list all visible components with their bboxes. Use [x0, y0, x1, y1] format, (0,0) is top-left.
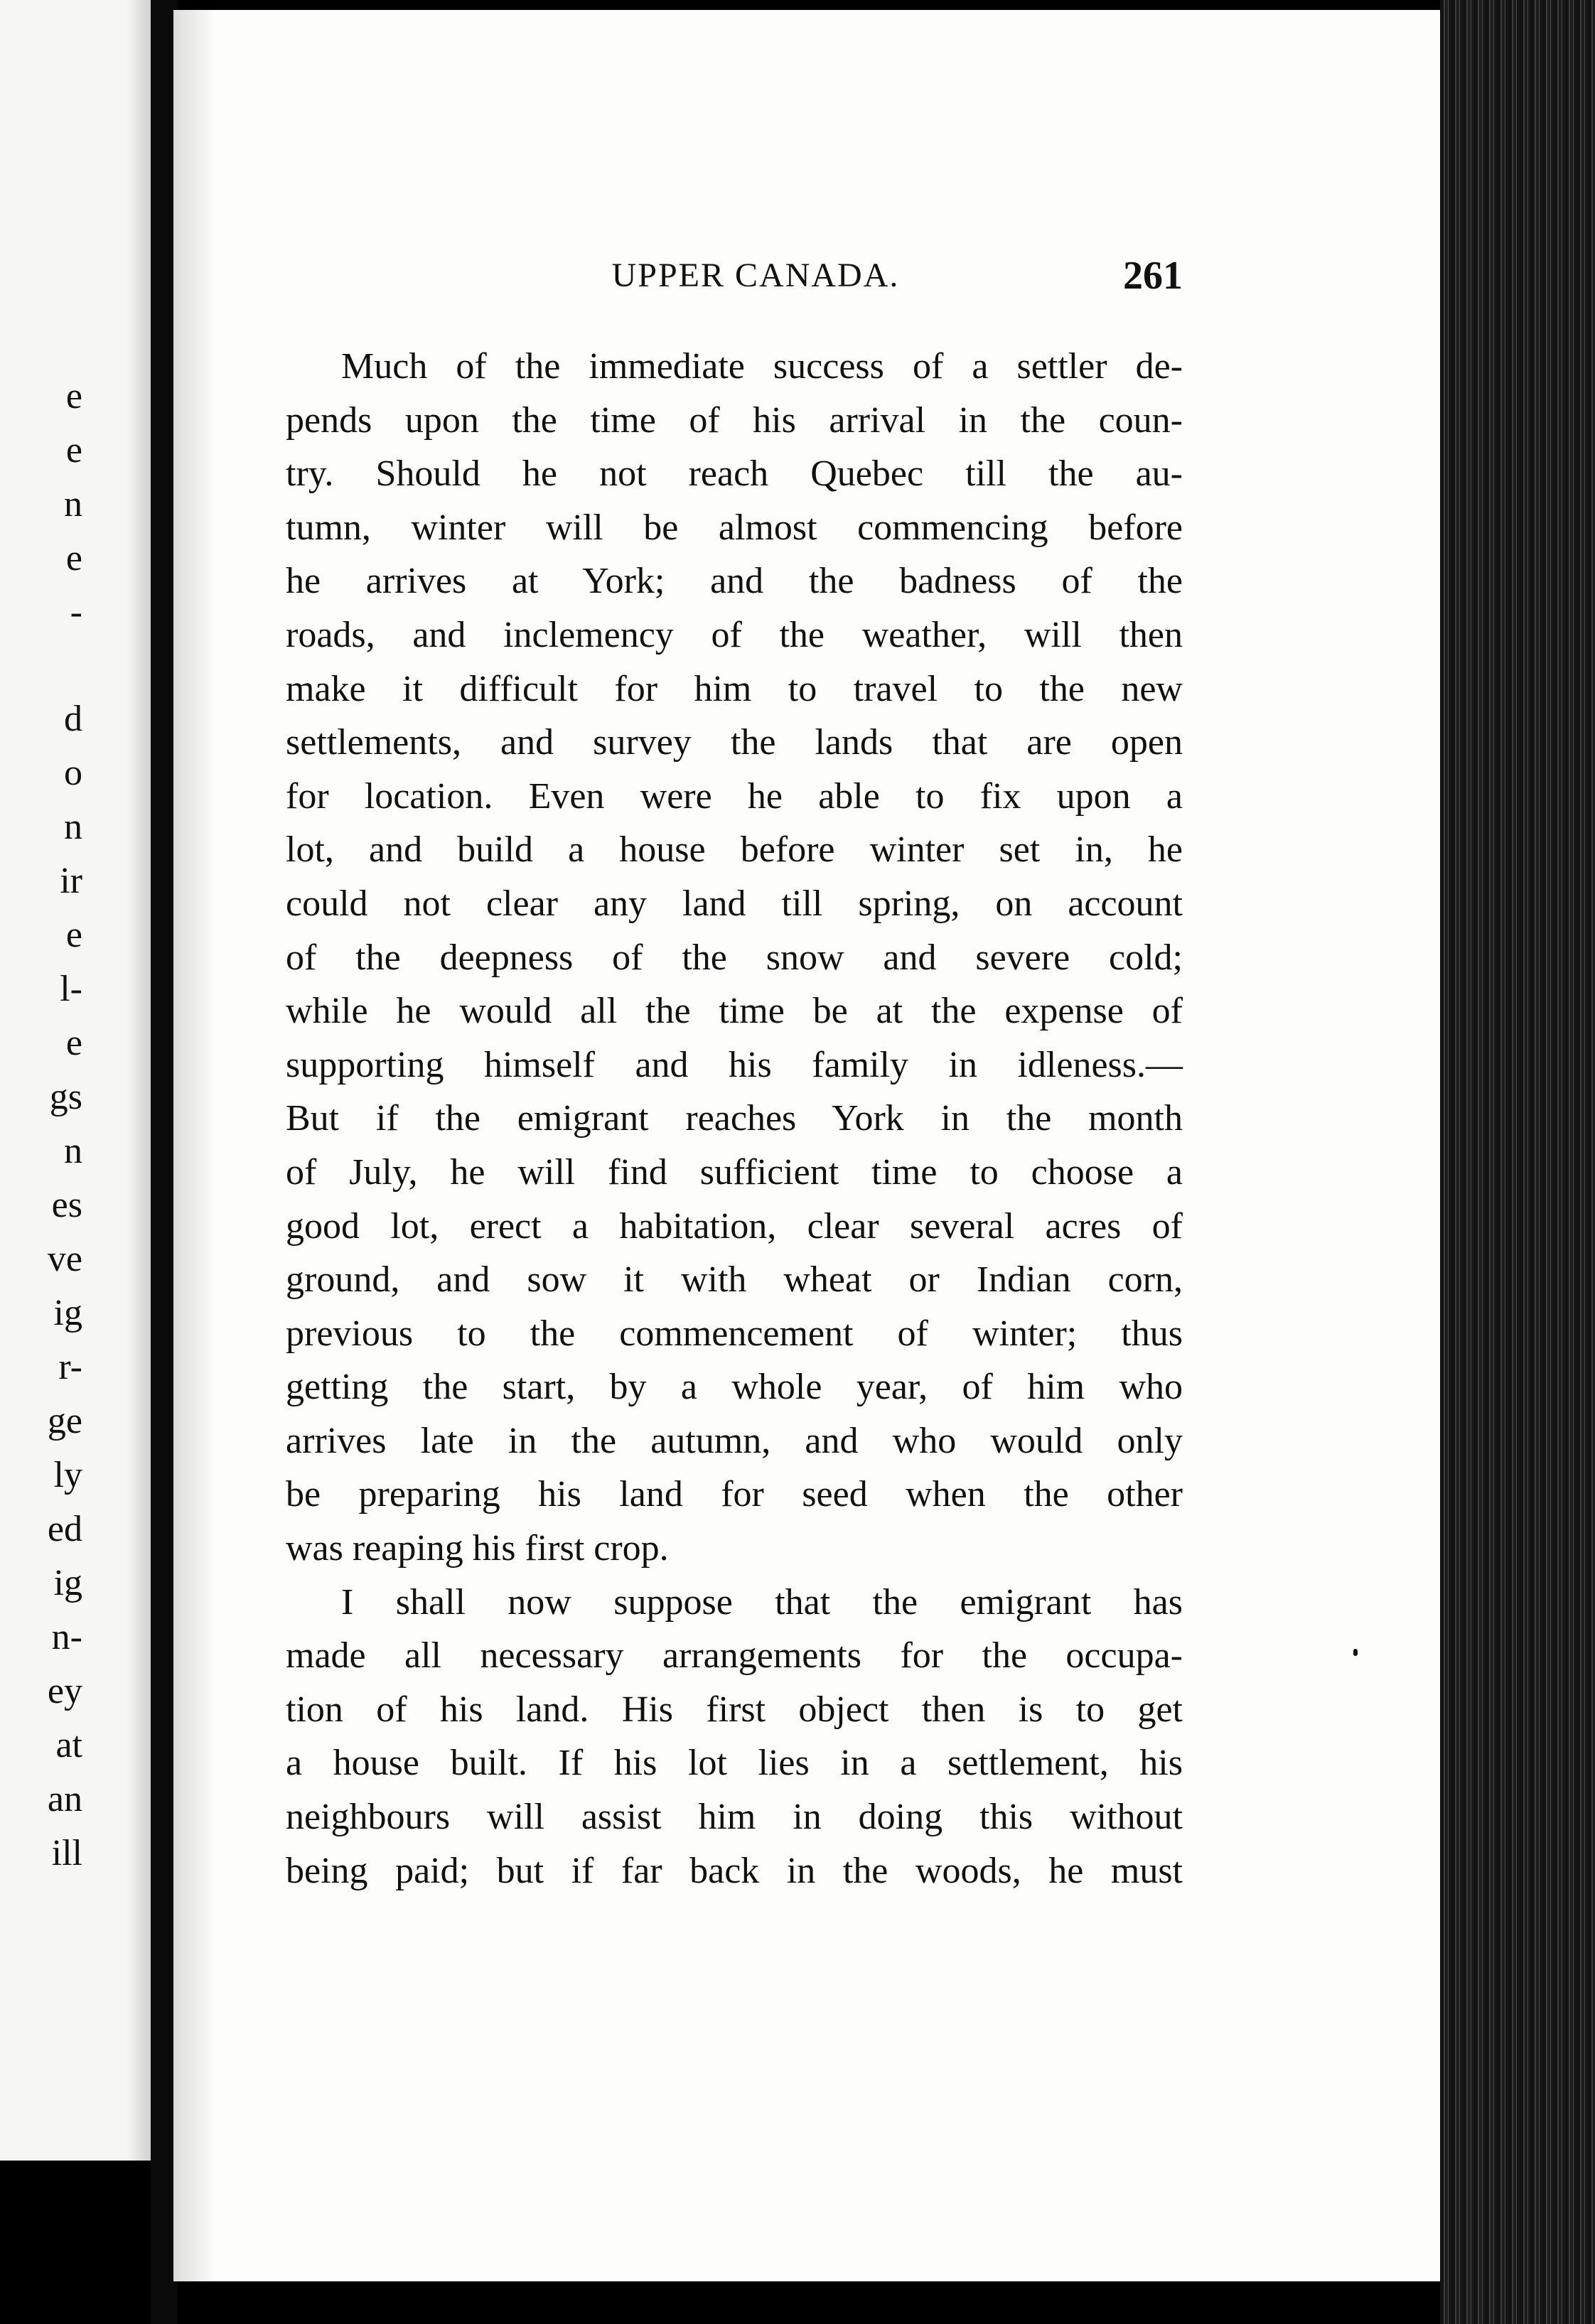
text-line: arrives late in the autumn, and who would only: [286, 1420, 1183, 1461]
left-page-text-fragment: ed: [47, 1509, 82, 1549]
left-page-text-fragment: d: [64, 699, 82, 739]
left-page-text-fragment: -: [70, 592, 82, 633]
left-page-text-fragment: e: [65, 430, 82, 470]
text-line: I shall now suppose that the emigrant has: [341, 1581, 1183, 1623]
left-page-text-fragment: o: [64, 753, 82, 793]
text-line: neighbours will assist him in doing this without: [286, 1797, 1183, 1838]
left-page-fragment: [0, 0, 151, 2161]
left-page-text-fragment: ir: [60, 861, 82, 901]
text-line: But if the emigrant reaches York in the month: [286, 1098, 1183, 1139]
text-line: while he would all the time be at the expense of: [286, 991, 1183, 1032]
left-page-gutter-shadow: [127, 0, 151, 2161]
text-line: roads, and inclemency of the weather, will then: [286, 614, 1183, 655]
text-line: getting the start, by a whole year, of him who: [286, 1367, 1183, 1408]
left-page-text-fragment: e: [65, 376, 82, 416]
left-page-text-fragment: e: [65, 538, 82, 579]
text-line: of the deepness of the snow and severe cold;: [286, 937, 1183, 978]
running-head: UPPER CANADA.: [611, 257, 900, 294]
page-number: 261: [1123, 254, 1183, 298]
text-line: supporting himself and his family in idleness.—: [286, 1044, 1183, 1085]
text-line: for location. Even were he able to fix upon a: [286, 775, 1183, 817]
text-line: tumn, winter will be almost commencing before: [286, 507, 1183, 548]
left-page-text-fragment: n: [64, 807, 82, 847]
text-line: try. Should he not reach Quebec till the au-: [286, 453, 1183, 495]
left-page-text-fragment: at: [55, 1725, 82, 1765]
left-page-text-fragment: ly: [53, 1455, 82, 1495]
text-line: good lot, erect a habitation, clear several acres of: [286, 1205, 1183, 1247]
text-line: previous to the commencement of winter; thus: [286, 1313, 1183, 1354]
left-page-text-fragment: ig: [53, 1293, 82, 1333]
text-line: made all necessary arrangements for the occupa-: [286, 1635, 1183, 1677]
left-page-text-fragment: gs: [49, 1077, 82, 1117]
text-line: be preparing his land for seed when the other: [286, 1474, 1183, 1515]
page-edge-stack: [1440, 0, 1595, 2324]
text-line: ground, and sow it with wheat or Indian corn,: [286, 1259, 1183, 1301]
left-page-text-fragment: es: [51, 1185, 82, 1225]
text-line: he arrives at York; and the badness of the: [286, 561, 1183, 602]
text-line: could not clear any land till spring, on account: [286, 883, 1183, 924]
text-line: lot, and build a house before winter set in, he: [286, 829, 1183, 871]
text-line: make it difficult for him to travel to the new: [286, 668, 1183, 709]
text-line: tion of his land. His first object then is to get: [286, 1689, 1183, 1730]
ink-speck: [1353, 1649, 1358, 1656]
text-line: a house built. If his lot lies in a settlement, his: [286, 1743, 1183, 1784]
text-line: Much of the immediate success of a settler de-: [341, 346, 1183, 387]
left-page-text-fragment: r-: [58, 1347, 82, 1387]
page-header: [286, 256, 1183, 313]
text-line: pends upon the time of his arrival in the coun-: [286, 399, 1183, 441]
paragraph: [286, 1576, 1183, 1898]
left-page-text-fragment: ey: [47, 1671, 82, 1711]
paragraph: [286, 340, 1183, 1576]
page-inner-shadow: [173, 10, 216, 2281]
left-page-text-fragment: ve: [47, 1239, 82, 1279]
left-page-text-fragment: an: [47, 1779, 82, 1819]
left-page-text-fragment: n-: [51, 1617, 82, 1657]
left-page-text-fragment: ig: [53, 1563, 82, 1603]
left-page-text-fragment: l-: [60, 969, 82, 1009]
left-page-text-fragment: ill: [51, 1833, 82, 1873]
left-page-text-fragment: e: [65, 915, 82, 955]
text-line: was reaping his first crop.: [286, 1528, 669, 1569]
left-page-text-fragment: n: [64, 484, 82, 524]
text-line: settlements, and survey the lands that are open: [286, 722, 1183, 763]
left-page-text-fragment: e: [65, 1023, 82, 1063]
text-line: of July, he will find sufficient time to choose a: [286, 1151, 1183, 1193]
left-page-text-fragment: n: [64, 1131, 82, 1171]
body-text: [286, 340, 1183, 1898]
text-line: being paid; but if far back in the woods, he must: [286, 1850, 1183, 1891]
left-page-text-fragment: ge: [47, 1401, 82, 1441]
